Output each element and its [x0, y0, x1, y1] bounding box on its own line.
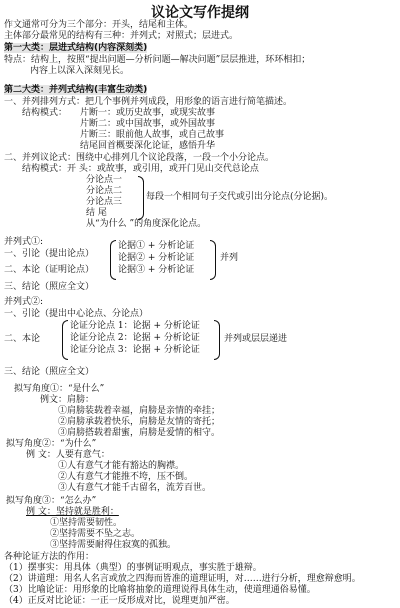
parallel2-arg: 论证分论点 1：论据 + 分析论证 [70, 321, 200, 331]
section1-feature: 特点：结构上，按照“提出问题—分析问题—解决问题”层层推进，环环相扣； [4, 55, 311, 65]
parallel1-body: 二、本论（证明论点） [4, 265, 95, 275]
section2-s1-line: 片断一：或历史故事，或现实故事 [80, 108, 216, 118]
angle-1-example: 例文：肩膀： [40, 395, 95, 405]
section2-s2-point: 分论点三 [86, 197, 123, 207]
section2-s2-point: 分论点一 [86, 175, 123, 185]
angle-3-example: 例 文：坚持就是胜利： [26, 507, 119, 517]
parallel1-intro: 一、引论（提出论点） [4, 249, 95, 259]
angle-2: 拟写角度②：“为什么” [6, 439, 97, 449]
angle-3-item: ②坚持需要不坠之志。 [50, 529, 141, 539]
section2-s2: 二、并列议论式：围绕中心排列几个议论段落，一段一个小分论点。 [4, 153, 275, 163]
right-brace [138, 176, 144, 220]
parallel1-arg: 论据① + 分析论证 [118, 241, 195, 251]
section2-s2-model: 结构模式：开 头：或故事，或引用，或开门见山交代总论点 [22, 164, 259, 174]
page-title: 议论文写作提纲 [151, 5, 249, 21]
method-item: （4）正反对比论证：一正一反形成对比，说理更加严密。 [4, 596, 235, 606]
section2-s1-line: 结尾回首概要深化论证，感悟升华 [80, 141, 216, 151]
parallel2-label: 并列式②: [4, 297, 44, 307]
parallel2-right: 并列或层层递进 [224, 334, 288, 344]
section2-s1-line: 片断二：或中国故事，或外国故事 [80, 119, 216, 129]
parallel1-arg: 论据③ + 分析论证 [118, 265, 195, 275]
parallel1-conclusion: 三、结论（照应全文） [4, 282, 95, 292]
intro-line-2: 主体部分最常见的结构有三种：并列式；对照式；层进式。 [4, 31, 239, 41]
section2-s1: 一、并列排列方式：把几个事例并列成段，用形象的语言进行简笔描述。 [4, 97, 293, 107]
parallel1-arg: 论据② + 分析论证 [118, 253, 195, 263]
angle-1-item: ①肩膀装载着幸福，肩膀是亲情的牵挂； [58, 406, 221, 416]
angle-2-item: ②人有意气才能推不垮，压不倒。 [58, 472, 194, 482]
right-brace [210, 240, 216, 280]
left-brace [62, 320, 68, 360]
parallel2-arg: 论证分论点 3：论据 + 分析论证 [70, 345, 200, 355]
angle-3-item: ③坚持需要耐得住寂寞的孤独。 [50, 540, 177, 550]
section2-heading: 第二大类：并列式结构(丰富生动类) [4, 85, 148, 95]
intro-line-1: 作文通常可分为三个部分：开头，结尾和主体。 [4, 20, 194, 30]
section2-s2-from: 从“为什么 ”的角度深化论点。 [86, 219, 207, 229]
methods-heading: 各种论证方法的作用： [4, 552, 95, 562]
section1-heading: 第一大类：层进式结构(内容深刻类) [4, 43, 148, 53]
parallel1-label: 并列式①: [4, 237, 44, 247]
angle-3: 拟写角度③：“怎么办” [6, 496, 97, 506]
method-item: （2）讲道理：用名人名言或放之四海而皆准的道理证明，对……进行分析，理愈辩愈明。 [4, 574, 361, 584]
right-brace [214, 320, 220, 360]
section2-s1-line: 片断三：眼前他人故事，或自己故事 [80, 130, 225, 140]
angle-2-item: ③人有意气才能千古留名，流芳百世。 [58, 483, 212, 493]
section1-feature-cont: 内容上以深入深刻见长。 [30, 66, 130, 76]
method-item: （3）比喻论证：用形象的比喻将抽象的道理说得具体生动，使道理通俗易懂。 [4, 585, 316, 595]
parallel2-body: 二、本论 [4, 334, 41, 344]
left-brace [110, 240, 116, 280]
angle-1: 拟写角度①：“是什么” [14, 384, 105, 394]
angle-2-example: 例 文：人要有意气： [26, 450, 110, 460]
method-item: （1）摆事实：用具体（典型）的事例证明观点，事实胜于雄辩。 [4, 563, 262, 573]
section2-s2-right: 每段一个相同句子交代或引出分论点(分论据)。 [146, 192, 334, 202]
section2-s1-model-label: 结构模式： [22, 108, 68, 118]
angle-1-item: ②肩膀承载着快乐，肩膀是友情的寄托； [58, 417, 221, 427]
parallel2-arg: 论证分论点 2：论据 + 分析论证 [70, 333, 200, 343]
angle-3-item: ①坚持需要韧性。 [50, 518, 123, 528]
section2-s2-point: 分论点二 [86, 186, 123, 196]
angle-1-item: ③肩膀搭载着甜蜜，肩膀是爱情的相守。 [58, 428, 221, 438]
angle-2-item: ①人有意气才能有豁达的胸襟。 [58, 461, 185, 471]
section2-s2-point: 结 尾 [86, 208, 107, 218]
parallel2-conclusion: 三、结论（照应全文） [4, 367, 95, 377]
parallel2-intro: 一、引论（提出中心论点、分论点） [4, 309, 149, 319]
parallel1-right: 并列 [220, 253, 239, 263]
